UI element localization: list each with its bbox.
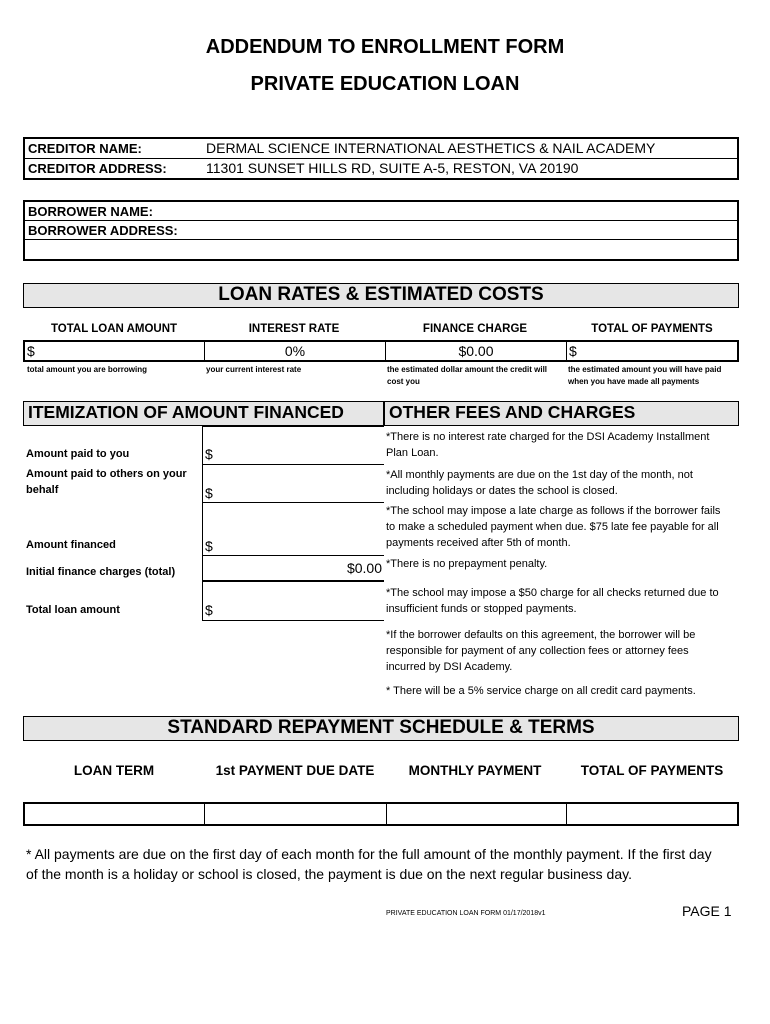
monthly-payment-header: MONTHLY PAYMENT [408, 763, 542, 778]
fee-item-default-fees: *If the borrower defaults on this agreement, the borrower will be responsible for payment of any collection fees or attorney fees incurred by DSI Academy. [386, 629, 696, 673]
creditor-box [23, 137, 739, 180]
initial-finance-charges-label: Initial finance charges (total) [26, 566, 176, 578]
total-loan-amount-header: TOTAL LOAN AMOUNT [50, 323, 178, 335]
other-fees-heading: OTHER FEES AND CHARGES [384, 401, 739, 426]
first-payment-due-date-header: 1st PAYMENT DUE DATE [215, 763, 375, 778]
total-loan-amount-item-value: $ [205, 602, 213, 618]
form-title-line2: PRIVATE EDUCATION LOAN [250, 73, 520, 95]
borrower-box [23, 200, 739, 261]
creditor-address-value: 11301 SUNSET HILLS RD, SUITE A-5, RESTON, VA 20190 [206, 160, 579, 176]
borrower-address-line2-field[interactable] [28, 241, 734, 258]
first-payment-due-date-field[interactable] [207, 805, 384, 824]
amount-paid-to-you-label: Amount paid to you [26, 448, 130, 460]
borrower-address-field[interactable] [215, 222, 735, 238]
amount-paid-to-you-field[interactable] [202, 426, 384, 465]
fee-item-no-prepayment: *There is no prepayment penalty. [386, 558, 548, 570]
fee-item-no-interest: *There is no interest rate charged for the DSI Academy Installment Plan Loan. [386, 431, 710, 459]
loan-term-field[interactable] [26, 805, 202, 824]
amount-financed-label: Amount financed [26, 539, 116, 551]
amount-financed-field[interactable] [202, 503, 384, 556]
total-of-payments-note: the estimated amount you will have paid when you have made all payments [568, 365, 722, 386]
amount-financed-value: $ [205, 538, 213, 554]
borrower-name-field[interactable] [215, 203, 735, 219]
creditor-name-value: DERMAL SCIENCE INTERNATIONAL AESTHETICS & NAIL ACADEMY [206, 140, 656, 156]
page-number: PAGE 1 [682, 903, 732, 919]
fee-item-returned-checks: *The school may impose a $50 charge for all checks returned due to insufficient funds or stopped payments. [386, 587, 719, 615]
amount-paid-to-others-value: $ [205, 485, 213, 501]
initial-finance-charges-field[interactable] [202, 556, 384, 581]
fee-item-monthly-due: *All monthly payments are due on the 1st day of the month, not including holidays or dates the school is closed. [386, 469, 693, 497]
form-id: PRIVATE EDUCATION LOAN FORM 01/17/2018v1 [386, 910, 546, 917]
interest-rate-note: your current interest rate [206, 365, 302, 374]
interest-rate-value[interactable]: 0% [284, 343, 306, 359]
loan-term-header: LOAN TERM [73, 763, 155, 778]
form-title-line1: ADDENDUM TO ENROLLMENT FORM [205, 36, 565, 58]
amount-paid-to-others-label: Amount paid to others on your behalf [26, 468, 187, 496]
payment-terms-note: * All payments are due on the first day of each month for the full amount of the monthly payment. If the first day of the month is a holiday or school is closed, the payment is due on the next regular business day. [26, 846, 712, 882]
amount-paid-to-you-value: $ [205, 446, 213, 462]
creditor-name-label: CREDITOR NAME: [28, 141, 142, 156]
borrower-name-label: BORROWER NAME: [28, 204, 153, 219]
total-of-payments-header: TOTAL OF PAYMENTS [591, 323, 713, 335]
total-loan-amount-note: total amount you are borrowing [27, 365, 148, 374]
loan-rates-heading: LOAN RATES & ESTIMATED COSTS [23, 283, 739, 308]
total-of-payments-repay-header: TOTAL OF PAYMENTS [580, 763, 724, 778]
fee-item-late-charge: *The school may impose a late charge as follows if the borrower fails to make a scheduled payment when due. $75 late fee payable for all payments received after 5th of month. [386, 505, 721, 549]
total-of-payments-field[interactable] [569, 805, 737, 824]
total-loan-amount-value[interactable]: $ [27, 343, 35, 359]
repayment-heading: STANDARD REPAYMENT SCHEDULE & TERMS [23, 716, 739, 741]
total-loan-amount-field[interactable] [202, 581, 384, 621]
monthly-payment-field[interactable] [389, 805, 564, 824]
fee-item-credit-card: * There will be a 5% service charge on all credit card payments. [386, 685, 696, 697]
repayment-row [23, 802, 739, 826]
finance-charge-header: FINANCE CHARGE [422, 323, 528, 335]
itemization-heading: ITEMIZATION OF AMOUNT FINANCED [23, 401, 384, 426]
interest-rate-header: INTEREST RATE [248, 323, 340, 335]
finance-charge-note: the estimated dollar amount the credit will cost you [387, 365, 548, 386]
creditor-address-label: CREDITOR ADDRESS: [28, 161, 167, 176]
borrower-address-label: BORROWER ADDRESS: [28, 223, 178, 238]
total-loan-amount-label: Total loan amount [26, 604, 120, 616]
finance-charge-value[interactable]: $0.00 [458, 343, 494, 359]
initial-finance-charges-value: $0.00 [346, 560, 382, 576]
amount-paid-to-others-field[interactable] [202, 465, 384, 503]
total-of-payments-value[interactable]: $ [569, 343, 577, 359]
loan-rates-values-row [23, 340, 739, 362]
